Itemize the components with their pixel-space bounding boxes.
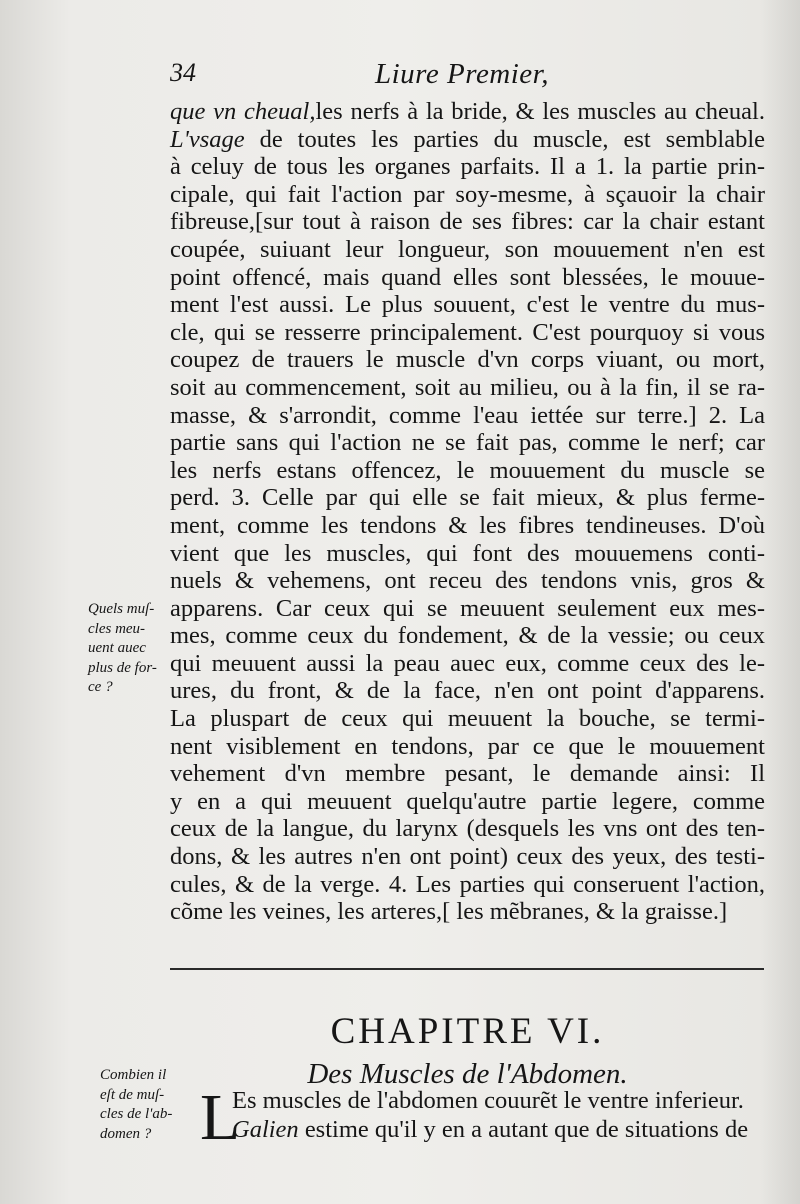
running-head — [170, 58, 580, 98]
text-line — [170, 567, 765, 595]
text-line-content: masse, & s'arrondit, comme l'eau iettée sur terre.] 2. La — [170, 401, 765, 429]
text-line-content: les nerfs estans offencez, le mouuement du muscle se — [170, 456, 765, 484]
text-line-content: ceux de la langue, du larynx (desquels les vns ont des ten- — [170, 815, 765, 843]
text-line — [170, 622, 765, 650]
text-line — [170, 540, 765, 568]
text-line — [170, 319, 765, 347]
margin-note-line: Combien il — [100, 1067, 167, 1083]
text-line-content: point offencé, mais quand elles sont blessées, le mouue- — [170, 263, 765, 291]
chapter-line-text: Es muscles de l'abdomen couurẽt le ventre inferieur. — [232, 1087, 744, 1114]
text-line-content: coupez de trauers le muscle d'vn corps viuant, ou mort, — [170, 346, 765, 374]
text-line-content: cõme les veines, les arteres,[ les mẽbranes, & la graisse.] — [170, 898, 728, 926]
chapter-line-italic: Galien — [232, 1116, 299, 1143]
text-line-content: cipale, qui fait l'action par soy-mesme, à sçauoir la chair — [170, 180, 765, 208]
chapter-divider — [170, 968, 764, 970]
text-line — [170, 815, 765, 843]
text-line-content: vehement d'vn membre pesant, le demande ainsi: Il — [170, 760, 765, 788]
text-line — [170, 595, 765, 623]
page-number: 34 — [170, 58, 196, 87]
text-line-content: dons, & les autres n'en ont point) ceux des yeux, des testi- — [170, 843, 765, 871]
text-line-content: vient que les muscles, qui font des mouuemens conti- — [170, 539, 765, 567]
chapter-title: CHAPITRE VI. — [330, 1011, 605, 1052]
text-line-content: apparens. Car ceux qui se meuuent seulement eux mes- — [170, 594, 765, 622]
text-line — [170, 374, 765, 402]
text-line-content: partie sans qui l'action ne se fait pas, comme le nerf; car — [170, 429, 765, 457]
text-line — [170, 898, 765, 926]
text-line-content: ment l'est aussi. Le plus souuent, c'est le ventre du mus- — [170, 291, 765, 319]
text-line — [170, 291, 765, 319]
text-line — [170, 843, 765, 871]
text-line — [170, 346, 765, 374]
text-line-content: ment, comme les tendons & les fibres tendineuses. D'où — [170, 511, 765, 539]
text-line-content: soit au commencement, soit au milieu, ou à la fin, il se ra- — [170, 373, 765, 401]
text-line — [170, 484, 765, 512]
margin-note-line: uent auec — [88, 640, 146, 656]
running-title: Liure Premier, — [375, 58, 550, 90]
text-line — [170, 429, 765, 457]
text-line — [170, 871, 765, 899]
text-line — [170, 98, 765, 126]
text-line — [170, 208, 765, 236]
margin-note-line: cles meu- — [88, 620, 146, 637]
text-line — [170, 677, 765, 705]
text-line-content: La pluspart de ceux qui meuuent la bouche, se termi- — [170, 705, 765, 733]
margin-note-line: Quels muſ- — [88, 601, 155, 617]
text-line — [170, 402, 765, 430]
margin-note-line: eſt de muſ- — [100, 1086, 165, 1103]
text-line — [170, 181, 765, 209]
chapter-line — [232, 1086, 765, 1115]
margin-note-line: domen ? — [100, 1125, 152, 1142]
chapter-subtitle: Des Muscles de l'Abdomen. — [307, 1058, 628, 1090]
text-line-content: ures, du front, & de la face, n'en ont point d'apparens. — [170, 677, 765, 705]
margin-note-abdomen — [100, 1066, 195, 1144]
text-line-content: perd. 3. Celle par qui elle se fait mieux, & plus ferme- — [170, 484, 765, 512]
text-line-content: y en a qui meuuent quelqu'autre partie legere, comme — [170, 787, 765, 815]
text-line-content: cle, qui se resserre principalement. C'est pourquoy si vous — [170, 318, 765, 346]
text-line-content: cules, & de la verge. 4. Les parties qui conseruent l'action, — [170, 870, 765, 898]
text-line-content: qui meuuent aussi la peau auec eux, comme ceux des le- — [170, 649, 765, 677]
text-line — [170, 650, 765, 678]
text-line — [170, 153, 765, 181]
text-line-content: les nerfs à la bride, & les muscles au cheual. — [315, 98, 765, 125]
chapter-line-text: estime qu'il y en a autant que de situations de — [298, 1116, 749, 1143]
text-line — [170, 264, 765, 292]
margin-note-line: plus de for- — [88, 659, 157, 676]
text-line — [170, 760, 765, 788]
text-line-content: fibreuse,[sur tout à raison de ses fibres: car la chair estant — [170, 208, 765, 236]
text-line-content: à celuy de tous les organes parfaits. Il a 1. la partie prin- — [170, 153, 765, 181]
text-line — [170, 705, 765, 733]
text-line — [170, 457, 765, 485]
text-line — [170, 126, 765, 154]
text-line-italic: L'vsage — [170, 125, 245, 153]
text-line-italic: que vn cheual, — [170, 98, 316, 125]
text-line — [170, 733, 765, 761]
margin-note-line: cles de l'ab- — [100, 1106, 173, 1122]
text-line — [170, 236, 765, 264]
drop-cap: L — [200, 1081, 241, 1154]
text-line-content: mes, comme ceux du fondement, & de la vessie; ou ceux — [170, 622, 765, 650]
text-line-content: nuels & vehemens, ont receu des tendons vnis, gros & — [170, 567, 765, 595]
text-line-content: coupée, suiuant leur longueur, son mouuement n'en est — [170, 235, 765, 263]
text-line — [170, 512, 765, 540]
margin-note-line: ce ? — [88, 679, 113, 695]
text-line-content: de toutes les parties du muscle, est semblable — [244, 125, 765, 153]
chapter-line — [232, 1115, 765, 1144]
text-line — [170, 788, 765, 816]
margin-note-force — [88, 600, 183, 698]
chapter-text — [170, 1081, 765, 1154]
body-text — [170, 98, 765, 926]
text-line-content: nent visiblement en tendons, par ce que le mouuement — [170, 732, 765, 760]
